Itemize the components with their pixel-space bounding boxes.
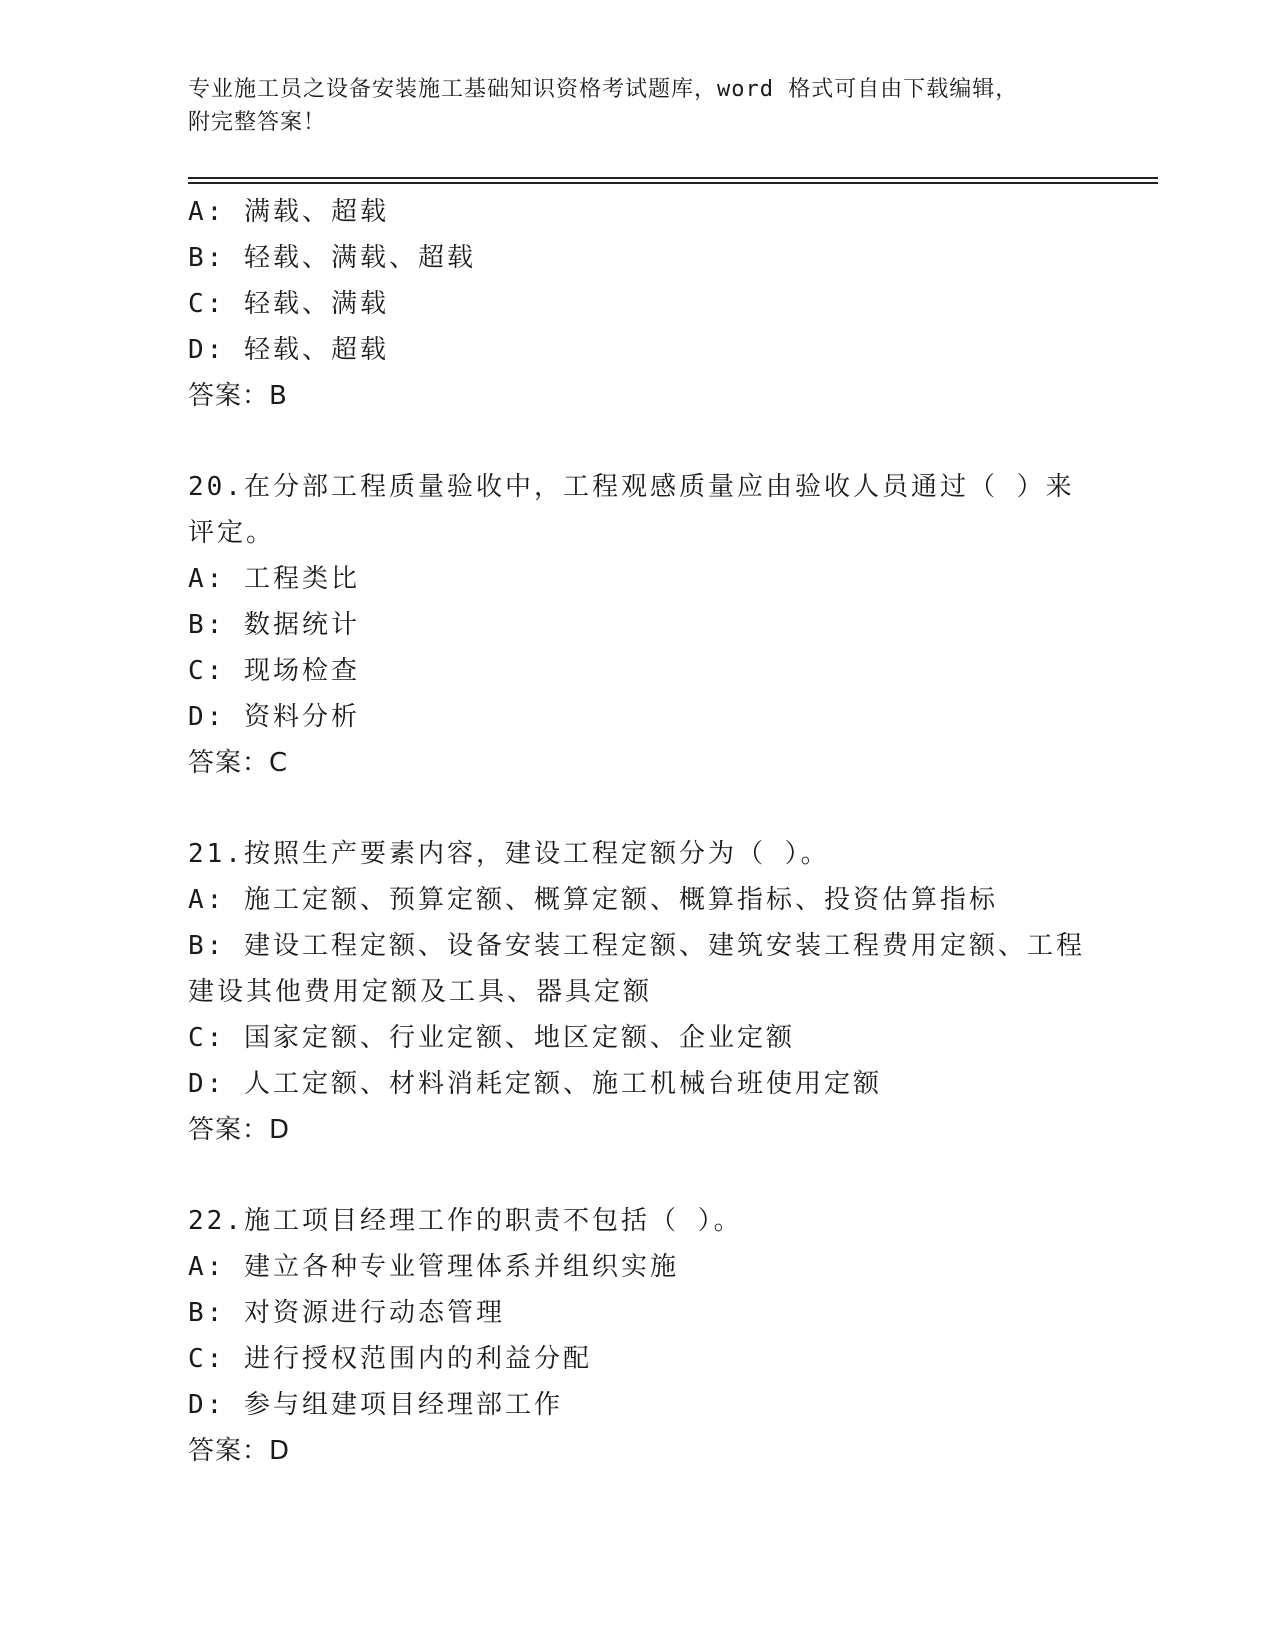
option-d: D: 人工定额、材料消耗定额、施工机械台班使用定额 xyxy=(188,1069,882,1099)
answer-line: 答案：C xyxy=(188,748,289,778)
option-c: C: 进行授权范围内的利益分配 xyxy=(188,1344,592,1374)
answer-line: 答案：D xyxy=(188,1436,291,1466)
option-c: C: 现场检查 xyxy=(188,656,360,686)
option-b: B: 数据统计 xyxy=(188,610,360,640)
document-header xyxy=(188,73,1088,139)
option-a: A: 满载、超载 xyxy=(188,197,389,227)
question-stem: 21.按照生产要素内容，建设工程定额分为（ ）。 xyxy=(188,839,830,869)
option-d: D: 资料分析 xyxy=(188,702,360,732)
option-b: B: 轻载、满载、超载 xyxy=(188,243,476,273)
answer-line: 答案：B xyxy=(188,381,288,411)
header-line-1: 专业施工员之设备安装施工基础知识资格考试题库，word 格式可自由下载编辑， xyxy=(188,77,1019,102)
question-stem-continued: 评定。 xyxy=(188,518,276,548)
option-b: B: 建设工程定额、设备安装工程定额、建筑安装工程费用定额、工程 xyxy=(188,931,1085,961)
option-b: B: 对资源进行动态管理 xyxy=(188,1298,505,1328)
question-list xyxy=(188,189,1088,1474)
question-stem: 22.施工项目经理工作的职责不包括（ ）。 xyxy=(188,1206,743,1236)
option-d: D: 轻载、超载 xyxy=(188,335,389,365)
question-20 xyxy=(188,464,1088,786)
option-a: A: 施工定额、预算定额、概算定额、概算指标、投资估算指标 xyxy=(188,885,998,915)
question-21 xyxy=(188,831,1088,1153)
question-22 xyxy=(188,1198,1088,1474)
answer-line: 答案：D xyxy=(188,1115,291,1145)
header-line-2: 附完整答案！ xyxy=(188,110,327,135)
header-divider-top xyxy=(188,177,1158,179)
header-divider-bottom xyxy=(188,182,1158,184)
question-stem: 20.在分部工程质量验收中，工程观感质量应由验收人员通过（ ）来 xyxy=(188,472,1075,502)
option-c: C: 轻载、满载 xyxy=(188,289,389,319)
question-19-continued xyxy=(188,189,1088,419)
option-b-continued: 建设其他费用定额及工具、器具定额 xyxy=(188,977,653,1007)
option-a: A: 工程类比 xyxy=(188,564,360,594)
option-d: D: 参与组建项目经理部工作 xyxy=(188,1390,563,1420)
option-c: C: 国家定额、行业定额、地区定额、企业定额 xyxy=(188,1023,795,1053)
option-a: A: 建立各种专业管理体系并组织实施 xyxy=(188,1252,679,1282)
